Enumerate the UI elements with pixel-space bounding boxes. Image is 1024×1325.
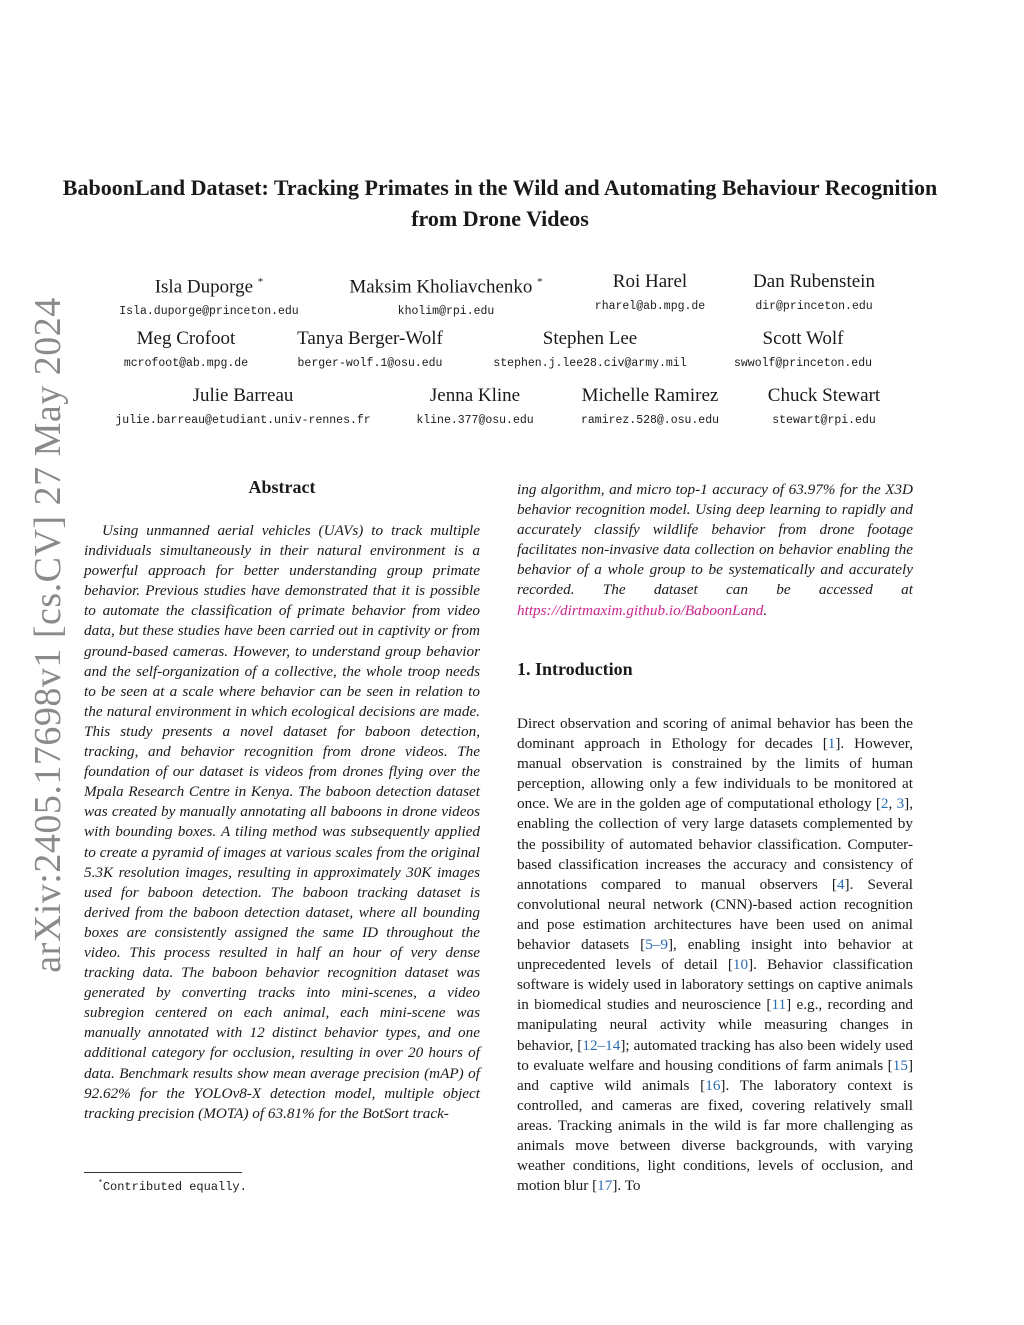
author-block xyxy=(753,270,875,313)
intro-text: ]. The laboratory context is controlled, and cameras are fixed, covering relatively small areas. Tracking animals in the wild is far more challenging as animals move between diverse backgrounds, with varying weather conditions, light conditions, levels of occlusion, and motion blur [ xyxy=(517,1076,914,1195)
author-name: Roi Harel xyxy=(612,271,688,292)
author-block xyxy=(119,270,298,318)
footnote-text: Contributed equally. xyxy=(102,1180,247,1194)
author-name: Stephen Lee xyxy=(542,328,638,349)
intro-text: ]. To xyxy=(612,1177,641,1195)
author-block xyxy=(581,384,719,427)
author-email[interactable]: dir@princeton.edu xyxy=(755,300,873,313)
intro-text: ]. Several convolutional neural network (CNN)-based action recognition and pose estimation architectures have been used on animal behavior datasets [ xyxy=(517,875,913,954)
author-name: Julie Barreau xyxy=(192,385,294,406)
citation-link[interactable]: 3 xyxy=(896,795,905,813)
citation-link[interactable]: 1 xyxy=(827,735,836,753)
intro-text: ]; automated tracking has also been widely used to evaluate welfare and housing conditions of farm animals [ xyxy=(517,1036,913,1074)
intro-text: ] and captive wild animals [ xyxy=(517,1056,913,1094)
author-name: Meg Crofoot xyxy=(136,328,236,349)
author-name: Jenna Kline xyxy=(429,385,521,406)
author-email[interactable]: swwolf@princeton.edu xyxy=(733,357,873,370)
arxiv-stamp xyxy=(18,297,78,973)
citation-link[interactable]: 11 xyxy=(771,996,787,1014)
intro-text: ], enabling the collection of very large datasets complemented by the possibility of automated behavior classification. Computer-based classification increases the accuracy and consistency of annotations compared to manual observers [ xyxy=(517,795,914,893)
abstract-continuation-text: ing algorithm, and micro top-1 accuracy of 63.97% for the X3D behavior recognition model. Using deep learning to rapidly and accurately classify wildlife behavior from drone footage facilitates non-invasive data collection on behavior enabling the behavior of a whole group to be systematically and accurately recorded. The dataset can be accessed at https://dirtmaxim.github.io/BaboonLand. xyxy=(517,481,913,619)
arxiv-stamp-text: arXiv:2405.17698v1 [cs.CV] 27 May 2024 xyxy=(27,297,69,973)
dataset-link[interactable]: https://dirtmaxim.github.io/BaboonLand xyxy=(517,601,764,619)
author-block xyxy=(349,270,542,318)
author-name: Isla Duporge * xyxy=(154,276,264,298)
intro-text: ]. However, manual observation is constrained by the limits of human perception, allowing only a few individuals to be monitored at once. We are in the golden age of computational ethology [ xyxy=(517,735,913,813)
author-name: Chuck Stewart xyxy=(767,385,881,406)
abstract-body xyxy=(84,521,480,1124)
author-email[interactable]: kline.377@osu.edu xyxy=(416,414,534,427)
abstract-continuation xyxy=(517,480,913,621)
author-email[interactable]: kholim@rpi.edu xyxy=(397,305,495,319)
citation-link[interactable]: 12–14 xyxy=(582,1036,621,1054)
author-block xyxy=(416,384,533,427)
citation-link[interactable]: 16 xyxy=(705,1076,721,1094)
author-email[interactable]: rharel@ab.mpg.de xyxy=(594,300,706,313)
intro-body xyxy=(517,714,913,1196)
footnote-rule xyxy=(84,1172,242,1173)
author-block xyxy=(124,327,248,370)
footnote xyxy=(98,1179,247,1194)
author-email[interactable]: ramirez.528@.osu.edu xyxy=(580,414,720,427)
citation-link[interactable]: 4 xyxy=(836,875,845,893)
intro-text: ], enabling insight into behavior at unprecedented levels of detail [ xyxy=(517,936,913,974)
paper-title: BaboonLand Dataset: Tracking Primates in the Wild and Automating Behaviour Recognition from Drone Videos xyxy=(62,175,938,231)
citation-link[interactable]: 2 xyxy=(880,795,889,813)
intro-text: , xyxy=(888,795,897,813)
author-block xyxy=(734,327,872,370)
equal-contribution-mark: * xyxy=(537,276,543,288)
intro-text: ] e.g., recording and manipulating neural activity while measuring changes in behavior, [ xyxy=(517,996,914,1054)
equal-contribution-mark: * xyxy=(257,276,264,288)
author-email[interactable]: stewart@rpi.edu xyxy=(772,414,876,427)
author-email[interactable]: stephen.j.lee28.civ@army.mil xyxy=(493,357,687,370)
intro-text: Direct observation and scoring of animal behavior has been the dominant approach in Ethology for decades [ xyxy=(517,715,913,753)
intro-text: ]. Behavior classification software is widely used in laboratory settings on captive animals in biomedical studies and neuroscience [ xyxy=(517,956,913,1014)
author-email[interactable]: mcrofoot@ab.mpg.de xyxy=(123,357,249,370)
author-name: Dan Rubenstein xyxy=(753,271,875,292)
author-block xyxy=(493,327,686,370)
citation-link[interactable]: 15 xyxy=(892,1056,908,1074)
author-name: Maksim Kholiavchenko * xyxy=(349,276,543,298)
citation-link[interactable]: 17 xyxy=(597,1177,613,1195)
author-email[interactable]: Isla.duporge@princeton.edu xyxy=(119,305,299,319)
author-block xyxy=(115,384,370,427)
intro-heading: 1. Introduction xyxy=(517,659,633,679)
author-email[interactable]: berger-wolf.1@osu.edu xyxy=(297,357,443,370)
author-name: Scott Wolf xyxy=(762,328,844,349)
author-name: Michelle Ramirez xyxy=(581,385,719,406)
citation-link[interactable]: 10 xyxy=(732,956,749,974)
author-email[interactable]: julie.barreau@etudiant.univ-rennes.fr xyxy=(115,414,371,427)
abstract-text: Using unmanned aerial vehicles (UAVs) to track multiple individuals simultaneously in their natural environment is a powerful approach for better understanding group primate behavior. Previous studies have demonstrated that it is possible to automate the classification of primate behavior from video data, but these studies have been carried out in captivity or from ground-based cameras. However, to understand group behavior and the self-organization of a collective, the whole troop needs to be seen at a scale where behavior can be seen in relation to the natural environment in which ecological decisions are made. This study presents a novel dataset for baboon detection, tracking, and behavior recognition from drone videos. The foundation of our dataset is videos from drones flying over the Mpala Research Centre in Kenya. The baboon detection dataset was created by manually annotating all baboons in drone videos with bounding boxes. A tiling method was subsequently applied to create a pyramid of images at various scales from the original 5.3K resolution images, resulting in approximately 30K images used for baboon detection. The baboon tracking dataset is derived from the baboon detection dataset, where all bounding boxes are consistently assigned the same ID throughout the video. This process resulted in half an hour of very dense tracking data. The baboon behavior recognition dataset was generated by converting tracks into mini-scenes, a video subregion centered on each animal, each mini-scene was manually annotated with 12 distinct behavior types, and one additional category for occlusion, resulting in over 20 hours of data. Benchmark results show mean average precision (mAP) of 92.62% for the YOLOv8-X detection model, multiple object tracking precision (MOTA) of 63.81% for the BotSort track- xyxy=(84,522,480,1122)
footnote-mark: * xyxy=(98,1179,103,1188)
citation-link[interactable]: 5–9 xyxy=(645,936,668,954)
author-name: Tanya Berger-Wolf xyxy=(297,328,443,349)
author-block xyxy=(768,384,880,427)
author-block xyxy=(595,270,705,313)
author-block xyxy=(297,327,443,370)
intro-paragraph xyxy=(517,714,913,1196)
abstract-heading: Abstract xyxy=(248,477,316,497)
